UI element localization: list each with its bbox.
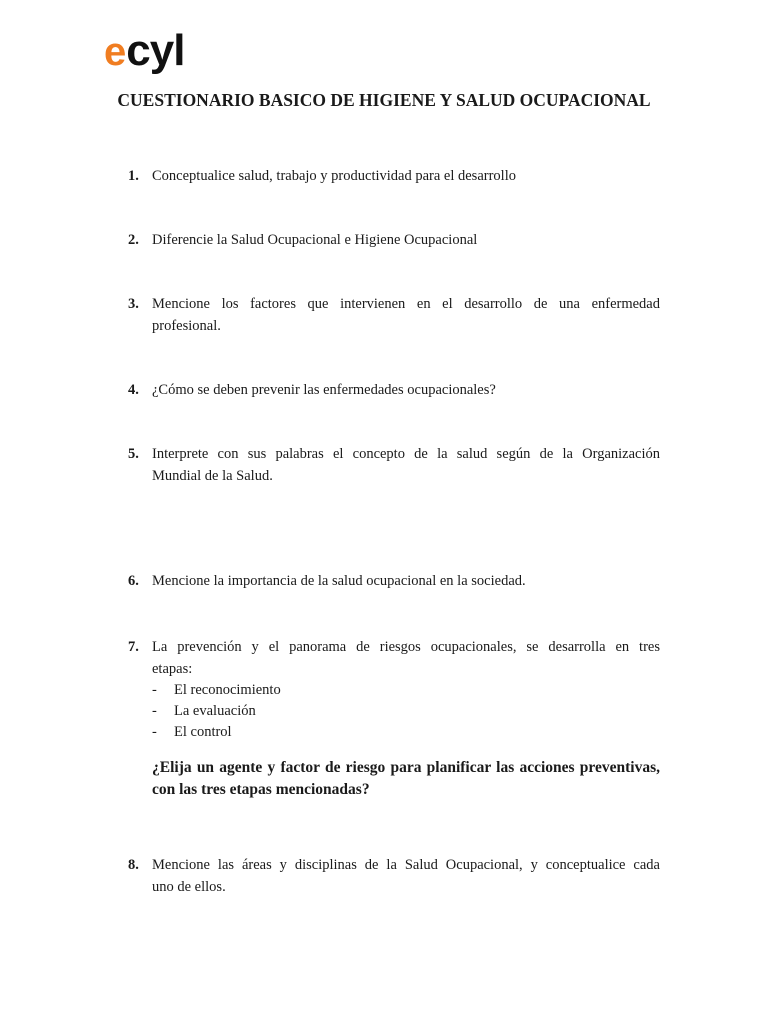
question-1: [128, 165, 660, 187]
question-text-line-1: Interprete con sus palabras el concepto de la salud según de la Organización: [152, 446, 660, 462]
question-2: [128, 229, 660, 251]
question-4: [128, 379, 660, 401]
question-7: [128, 636, 660, 801]
question-text-line-2: etapas:: [152, 661, 193, 677]
question-number: 8.: [128, 857, 139, 873]
page-title: CUESTIONARIO BASICO DE HIGIENE Y SALUD OCUPACIONAL: [117, 90, 651, 110]
bold-question-line-2: con las tres etapas mencionadas?: [152, 781, 370, 798]
question-6: [128, 570, 660, 592]
question-number: 7.: [128, 639, 139, 655]
question-text: Diferencie la Salud Ocupacional e Higiene Ocupacional: [152, 232, 478, 248]
bold-question-line-1: ¿Elija un agente y factor de riesgo para planificar las acciones preventivas,: [152, 759, 660, 776]
bold-question: [152, 757, 660, 801]
list-item-text: El control: [174, 724, 232, 740]
question-3: [128, 293, 660, 337]
question-number: 1.: [128, 168, 139, 184]
logo-text: cyl: [126, 26, 185, 75]
question-text: Mencione la importancia de la salud ocupacional en la sociedad.: [152, 573, 526, 589]
question-number: 3.: [128, 296, 139, 312]
question-text-line-1: Mencione los factores que intervienen en el desarrollo de una enfermedad: [152, 296, 660, 312]
question-number: 4.: [128, 382, 139, 398]
list-item: [152, 722, 660, 743]
list-item: [152, 680, 660, 701]
question-text-line-2: uno de ellos.: [152, 879, 226, 895]
list-dash: -: [152, 703, 157, 719]
list-item-text: La evaluación: [174, 703, 256, 719]
question-text-line-1: La prevención y el panorama de riesgos ocupacionales, se desarrolla en tres: [152, 639, 660, 655]
logo-e: e: [104, 30, 127, 74]
question-text: ¿Cómo se deben prevenir las enfermedades ocupacionales?: [152, 382, 496, 398]
list-item: [152, 701, 660, 722]
question-number: 6.: [128, 573, 139, 589]
question-8: [128, 854, 660, 898]
question-text-line-2: Mundial de la Salud.: [152, 468, 273, 484]
question-text: Conceptualice salud, trabajo y productividad para el desarrollo: [152, 168, 516, 184]
list-dash: -: [152, 724, 157, 740]
ecyl-logo: [104, 26, 184, 76]
question-number: 5.: [128, 446, 139, 462]
question-text-line-1: Mencione las áreas y disciplinas de la Salud Ocupacional, y conceptualice cada: [152, 857, 660, 873]
list-dash: -: [152, 682, 157, 698]
question-number: 2.: [128, 232, 139, 248]
list-item-text: El reconocimiento: [174, 682, 281, 698]
question-text-line-2: profesional.: [152, 318, 221, 334]
question-5: [128, 443, 660, 487]
